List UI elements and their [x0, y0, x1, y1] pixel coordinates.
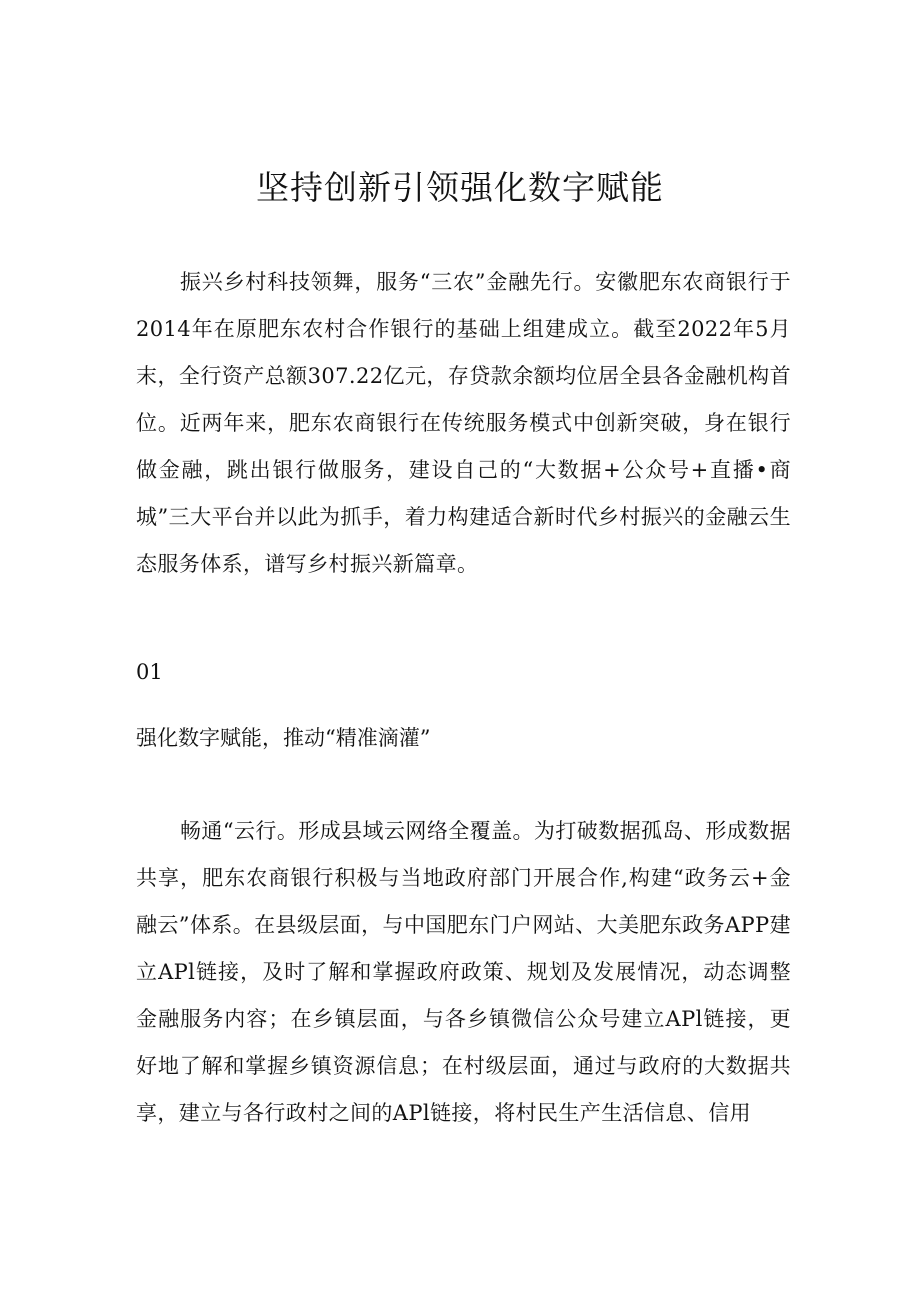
document-title: 坚持创新引领强化数字赋能	[256, 168, 664, 207]
intro-paragraph: 振兴乡村科技领舞，服务“三农”金融先行。安徽肥东农商银行于2014年在原肥东农村合作银行的基础上组建成立。截至2022年5月末，全行资产总额307.22亿元，存贷款余额均位居全县各金融机构首位。近两年来，肥东农商银行在传统服务模式中创新突破，身在银行做金融，跳出银行做服务，建设自己的“大数据+公众号+直播•商城”三大平台并以此为抓手，着力构建适合新时代乡村振兴的金融云生态服务体系，谱写乡村振兴新篇章。	[136, 270, 791, 576]
section-paragraph: 畅通“云行。形成县域云网络全覆盖。为打破数据孤岛、形成数据共享，肥东农商银行积极与当地政府部门开展合作,构建“政务云+金融云”体系。在县级层面，与中国肥东门户网站、大美肥东政务APP建立APl链接，及时了解和掌握政府政策、规划及发展情况，动态调整金融服务内容；在乡镇层面，与各乡镇微信公众号建立APl链接，更好地了解和掌握乡镇资源信息；在村级层面，通过与政府的大数据共享，建立与各行政村之间的APl链接，将村民生产生活信息、信用	[136, 819, 791, 1125]
section-number: 01	[136, 660, 163, 684]
section-heading: 强化数字赋能，推动“精准滴灌”	[136, 726, 431, 750]
